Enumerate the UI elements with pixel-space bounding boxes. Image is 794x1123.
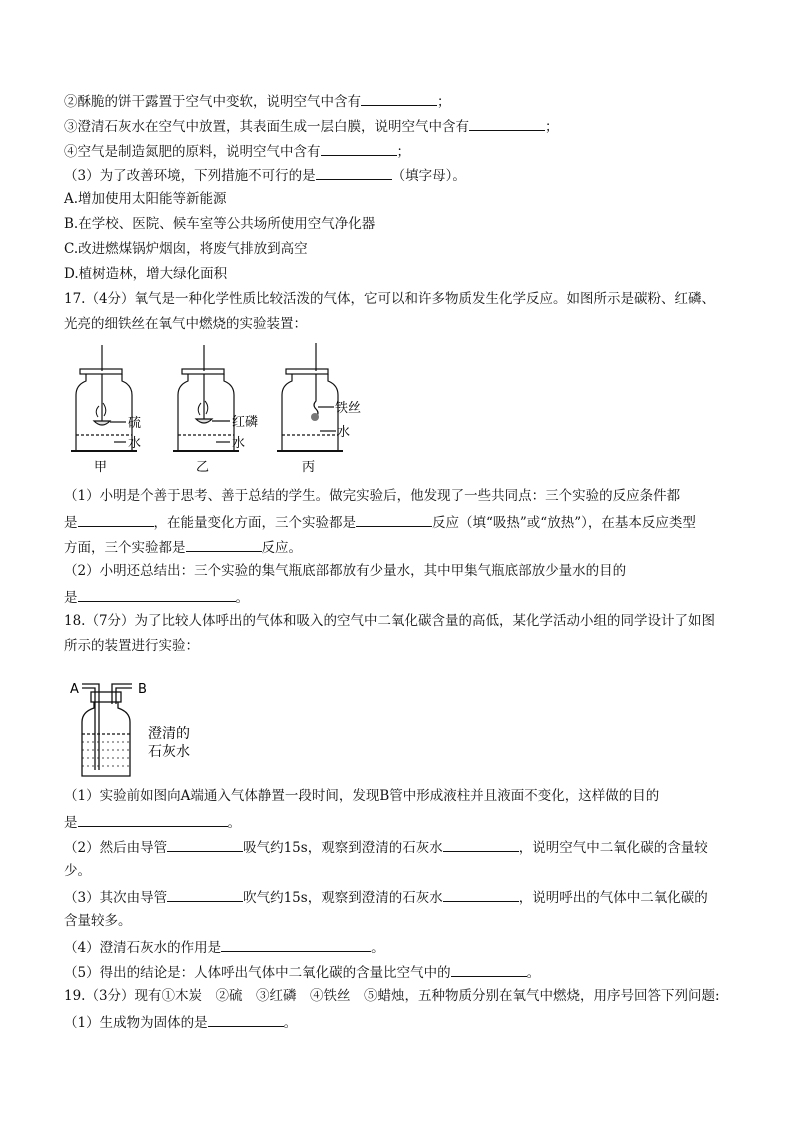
line-text: （3）为了改善环境，下列措施不可行的是 [64, 168, 316, 184]
answer-blank[interactable] [78, 812, 228, 827]
answer-blank[interactable] [469, 116, 545, 131]
question-line [64, 116, 744, 136]
option-a: A.增加使用太阳能等新能源 [64, 191, 227, 207]
answer-blank[interactable] [316, 165, 392, 180]
line-text: 。 [526, 965, 541, 981]
answer-blank[interactable] [361, 91, 437, 106]
combustion-apparatus-figure [66, 343, 366, 478]
question-line: 含量较多。 [64, 913, 132, 929]
answer-blank[interactable] [221, 937, 371, 952]
question-line [64, 537, 744, 557]
label-bing: 丙 [302, 460, 316, 475]
line-text: 方面，三个实验都是 [64, 540, 186, 556]
answer-blank[interactable] [443, 837, 519, 852]
label-sulfur: 硫 [128, 416, 142, 431]
question-line [64, 837, 744, 857]
question-line [64, 812, 744, 832]
option-c: C.改进燃煤锅炉烟囱，将废气排放到高空 [64, 241, 308, 257]
line-text: 是 [64, 515, 78, 531]
option-b: B.在学校、医院、候车室等公共场所使用空气净化器 [64, 216, 376, 232]
line-text: （5）得出的结论是：人体呼出气体中二氧化碳的含量比空气中的 [64, 965, 451, 981]
line-text: 反应。 [261, 540, 302, 556]
question-line [64, 512, 744, 532]
question-line [64, 141, 744, 161]
label-limewater-2: 石灰水 [148, 744, 190, 760]
line-text: （1）生成物为固体的是 [64, 1015, 208, 1031]
answer-blank[interactable] [356, 512, 432, 527]
line-text: 是 [64, 815, 78, 831]
answer-blank[interactable] [443, 887, 519, 902]
question-line [64, 1012, 744, 1032]
line-text: （填字母）。 [391, 168, 466, 184]
line-text: 吹气约15s，观察到澄清的石灰水 [243, 890, 443, 906]
question-19-stem: 19.（3分）现有①木炭 ②硫 ③红磷 ④铁丝 ⑤蜡烛，五种物质分别在氧气中燃烧，用序号回答下列问题: [64, 988, 720, 1004]
label-water-1: 水 [128, 436, 142, 451]
answer-blank[interactable] [78, 587, 236, 602]
question-line [64, 887, 744, 907]
label-iron-wire: 铁丝 [335, 401, 362, 416]
line-text: 是 [64, 590, 78, 606]
line-text: ④空气是制造氮肥的原料，说明空气中含有 [64, 144, 321, 160]
answer-blank[interactable] [78, 512, 154, 527]
line-text: 吸气约15s，观察到澄清的石灰水 [243, 840, 443, 856]
limewater-bottle-figure [66, 672, 216, 780]
answer-blank[interactable] [321, 141, 397, 156]
label-tube-b: B [138, 682, 147, 697]
line-text: 反应（填“吸热”或“放热”），在基本反应类型 [432, 515, 696, 531]
question-line: （1）小明是个善于思考、善于总结的学生。做完实验后，他发现了一些共同点：三个实验的反应条件都 [64, 488, 681, 504]
jar-bing [277, 343, 343, 451]
wash-bottle [82, 684, 132, 776]
answer-blank[interactable] [451, 962, 527, 977]
line-text: 。 [235, 590, 249, 606]
line-text: ②酥脆的饼干露置于空气中变软，说明空气中含有 [64, 94, 361, 110]
label-yi: 乙 [196, 460, 210, 475]
label-water-3: 水 [337, 425, 351, 440]
question-17-stem: 17.（4分）氧气是一种化学性质比较活泼的气体，它可以和许多物质发生化学反应。如图所示是碳粉、红磷、 [64, 291, 716, 307]
question-18-stem: 所示的装置进行实验： [64, 638, 199, 654]
line-text: （4）澄清石灰水的作用是 [64, 940, 222, 956]
label-jia: 甲 [94, 460, 108, 475]
jar-yi [173, 345, 239, 451]
line-text: ，在能量变化方面，三个实验都是 [153, 515, 356, 531]
label-water-2: 水 [232, 436, 246, 451]
question-line: 少。 [64, 863, 91, 879]
line-text: （3）其次由导管 [64, 890, 168, 906]
answer-blank[interactable] [186, 537, 262, 552]
label-limewater-1: 澄清的 [148, 726, 190, 742]
question-18-stem: 18.（7分）为了比较人体呼出的气体和吸入的空气中二氧化碳含量的高低，某化学活动小组的同学设计了如图 [64, 613, 716, 629]
question-line: （1）实验前如图向A端通入气体静置一段时间，发现B管中形成液柱并且液面不变化，这样做的目的 [64, 788, 660, 804]
question-line: （2）小明还总结出：三个实验的集气瓶底部都放有少量水，其中甲集气瓶底部放少量水的目的 [64, 563, 627, 579]
option-d: D.植树造林，增大绿化面积 [64, 266, 228, 282]
answer-blank[interactable] [167, 887, 243, 902]
answer-blank[interactable] [208, 1012, 284, 1027]
question-line [64, 937, 744, 957]
line-text: 。 [371, 940, 385, 956]
question-line [64, 587, 744, 607]
question-17-stem: 光亮的细铁丝在氧气中燃烧的实验装置： [64, 316, 307, 332]
question-line [64, 91, 744, 111]
line-text: ； [545, 119, 559, 135]
line-text: ； [437, 94, 451, 110]
line-text: ，说明呼出的气体中二氧化碳的 [518, 890, 708, 906]
answer-blank[interactable] [167, 837, 243, 852]
line-text: 。 [227, 815, 241, 831]
line-text: （2）然后由导管 [64, 840, 168, 856]
question-line [64, 165, 744, 185]
label-red-phosphorus: 红磷 [232, 415, 259, 430]
line-text: ，说明空气中二氧化碳的含量较 [518, 840, 708, 856]
line-text: 。 [283, 1015, 298, 1031]
line-text: ； [396, 144, 410, 160]
question-line [64, 962, 744, 982]
line-text: ③澄清石灰水在空气中放置，其表面生成一层白膜，说明空气中含有 [64, 119, 469, 135]
label-tube-a: A [70, 682, 79, 697]
